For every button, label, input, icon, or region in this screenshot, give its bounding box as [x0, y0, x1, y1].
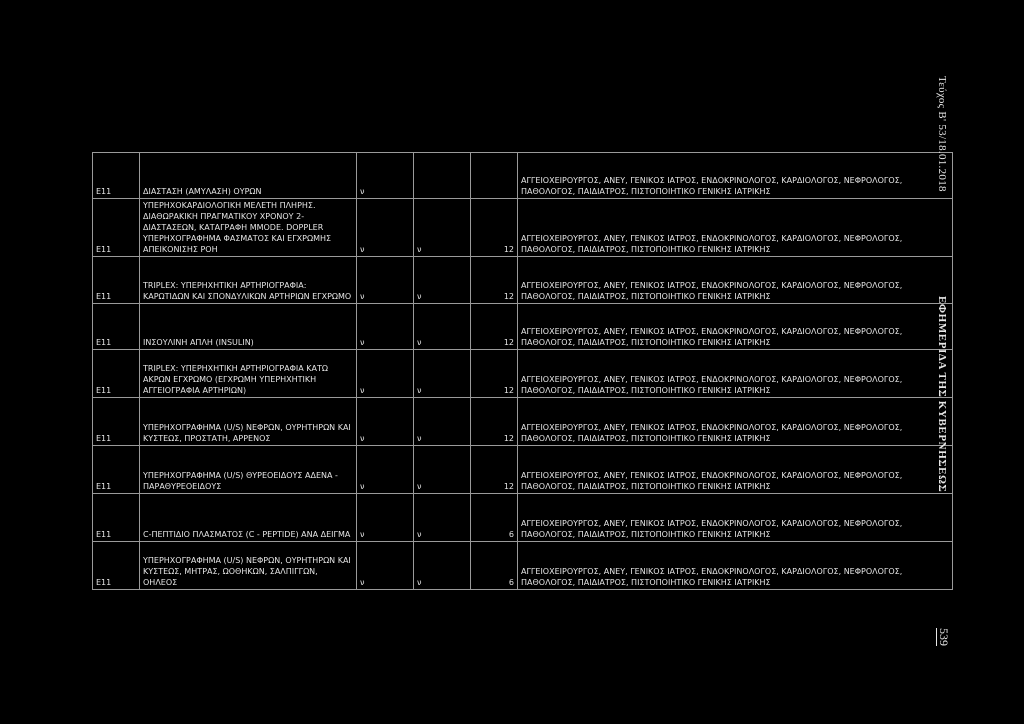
count-cell: 12	[471, 304, 518, 350]
flag-cell-2: ν	[414, 304, 471, 350]
specialties-cell: ΑΓΓΕΙΟΧΕΙΡΟΥΡΓΟΣ, ΑΝΕΥ, ΓΕΝΙΚΟΣ ΙΑΤΡΟΣ, ΕΝΔΟΚΡΙΝΟΛΟΓΟΣ, ΚΑΡΔΙΟΛΟΓΟΣ, ΝΕΦΡΟΛΟΓΟΣ, ΠΑΘΟΛΟΓΟΣ, ΠΑΙΔΙΑΤΡΟΣ, ΠΙΣΤΟΠΟΙΗΤΙΚΟ ΓΕΝΙΚΗΣ ΙΑΤΡΙΚΗΣ	[518, 494, 953, 542]
flag-cell-2: ν	[414, 542, 471, 590]
table-row	[93, 446, 953, 494]
table-row	[93, 304, 953, 350]
specialties-cell: ΑΓΓΕΙΟΧΕΙΡΟΥΡΓΟΣ, ΑΝΕΥ, ΓΕΝΙΚΟΣ ΙΑΤΡΟΣ, ΕΝΔΟΚΡΙΝΟΛΟΓΟΣ, ΚΑΡΔΙΟΛΟΓΟΣ, ΝΕΦΡΟΛΟΓΟΣ, ΠΑΘΟΛΟΓΟΣ, ΠΑΙΔΙΑΤΡΟΣ, ΠΙΣΤΟΠΟΙΗΤΙΚΟ ΓΕΝΙΚΗΣ ΙΑΤΡΙΚΗΣ	[518, 446, 953, 494]
code-cell: Ε11	[93, 398, 140, 446]
specialties-cell: ΑΓΓΕΙΟΧΕΙΡΟΥΡΓΟΣ, ΑΝΕΥ, ΓΕΝΙΚΟΣ ΙΑΤΡΟΣ, ΕΝΔΟΚΡΙΝΟΛΟΓΟΣ, ΚΑΡΔΙΟΛΟΓΟΣ, ΝΕΦΡΟΛΟΓΟΣ, ΠΑΘΟΛΟΓΟΣ, ΠΑΙΔΙΑΤΡΟΣ, ΠΙΣΤΟΠΟΙΗΤΙΚΟ ΓΕΝΙΚΗΣ ΙΑΤΡΙΚΗΣ	[518, 350, 953, 398]
description-cell: ΥΠΕΡΗΧΟΓΡΑΦΗΜΑ (U/S) ΝΕΦΡΩΝ, ΟΥΡΗΤΗΡΩΝ ΚΑΙ ΚΥΣΤΕΩΣ, ΠΡΟΣΤΑΤΗ, ΑΡΡΕΝΟΣ	[140, 398, 357, 446]
flag-cell-1: ν	[357, 153, 414, 199]
specialties-cell: ΑΓΓΕΙΟΧΕΙΡΟΥΡΓΟΣ, ΑΝΕΥ, ΓΕΝΙΚΟΣ ΙΑΤΡΟΣ, ΕΝΔΟΚΡΙΝΟΛΟΓΟΣ, ΚΑΡΔΙΟΛΟΓΟΣ, ΝΕΦΡΟΛΟΓΟΣ, ΠΑΘΟΛΟΓΟΣ, ΠΑΙΔΙΑΤΡΟΣ, ΠΙΣΤΟΠΟΙΗΤΙΚΟ ΓΕΝΙΚΗΣ ΙΑΤΡΙΚΗΣ	[518, 398, 953, 446]
code-cell: Ε11	[93, 446, 140, 494]
code-cell: Ε11	[93, 304, 140, 350]
count-cell: 12	[471, 257, 518, 304]
specialties-cell: ΑΓΓΕΙΟΧΕΙΡΟΥΡΓΟΣ, ΑΝΕΥ, ΓΕΝΙΚΟΣ ΙΑΤΡΟΣ, ΕΝΔΟΚΡΙΝΟΛΟΓΟΣ, ΚΑΡΔΙΟΛΟΓΟΣ, ΝΕΦΡΟΛΟΓΟΣ, ΠΑΘΟΛΟΓΟΣ, ΠΑΙΔΙΑΤΡΟΣ, ΠΙΣΤΟΠΟΙΗΤΙΚΟ ΓΕΝΙΚΗΣ ΙΑΤΡΙΚΗΣ	[518, 304, 953, 350]
flag-cell-1: ν	[357, 446, 414, 494]
code-cell: Ε11	[93, 494, 140, 542]
flag-cell-1: ν	[357, 398, 414, 446]
code-cell: Ε11	[93, 199, 140, 257]
count-cell: 12	[471, 350, 518, 398]
code-cell: Ε11	[93, 257, 140, 304]
flag-cell-1: ν	[357, 350, 414, 398]
flag-cell-2: ν	[414, 398, 471, 446]
exam-table	[92, 152, 953, 590]
flag-cell-2: ν	[414, 350, 471, 398]
table-row	[93, 199, 953, 257]
description-cell: TRIPLEX: ΥΠΕΡΗΧΗΤΙΚΗ ΑΡΤΗΡΙΟΓΡΑΦΙΑ: ΚΑΡΩΤΙΔΩΝ ΚΑΙ ΣΠΟΝΔΥΛΙΚΩΝ ΑΡΤΗΡΙΩΝ ΕΓΧΡΩΜΟ	[140, 257, 357, 304]
description-cell: ΥΠΕΡΗΧΟΓΡΑΦΗΜΑ (U/S) ΘΥΡΕΟΕΙΔΟΥΣ ΑΔΕΝΑ - ΠΑΡΑΘΥΡΕΟΕΙΔΟΥΣ	[140, 446, 357, 494]
flag-cell-1: ν	[357, 199, 414, 257]
code-cell: Ε11	[93, 350, 140, 398]
specialties-cell: ΑΓΓΕΙΟΧΕΙΡΟΥΡΓΟΣ, ΑΝΕΥ, ΓΕΝΙΚΟΣ ΙΑΤΡΟΣ, ΕΝΔΟΚΡΙΝΟΛΟΓΟΣ, ΚΑΡΔΙΟΛΟΓΟΣ, ΝΕΦΡΟΛΟΓΟΣ, ΠΑΘΟΛΟΓΟΣ, ΠΑΙΔΙΑΤΡΟΣ, ΠΙΣΤΟΠΟΙΗΤΙΚΟ ΓΕΝΙΚΗΣ ΙΑΤΡΙΚΗΣ	[518, 153, 953, 199]
gazette-title: ΕΦΗΜΕΡΙΔΑ ΤΗΣ ΚΥΒΕΡΝΗΣΕΩΣ	[936, 296, 948, 493]
table-row	[93, 350, 953, 398]
description-cell: ΙΝΣΟΥΛΙΝΗ ΑΠΛΗ (INSULIN)	[140, 304, 357, 350]
flag-cell-1: ν	[357, 257, 414, 304]
table-row	[93, 257, 953, 304]
page-number: 539	[937, 628, 951, 646]
description-cell: ΥΠΕΡΗΧΟΓΡΑΦΗΜΑ (U/S) ΝΕΦΡΩΝ, ΟΥΡΗΤΗΡΩΝ ΚΑΙ ΚΥΣΤΕΩΣ, ΜΗΤΡΑΣ, ΩΟΘΗΚΩΝ, ΣΑΛΠΙΓΓΩΝ, ΟΗΛΕΟΣ	[140, 542, 357, 590]
count-cell	[471, 153, 518, 199]
count-cell: 12	[471, 446, 518, 494]
specialties-cell: ΑΓΓΕΙΟΧΕΙΡΟΥΡΓΟΣ, ΑΝΕΥ, ΓΕΝΙΚΟΣ ΙΑΤΡΟΣ, ΕΝΔΟΚΡΙΝΟΛΟΓΟΣ, ΚΑΡΔΙΟΛΟΓΟΣ, ΝΕΦΡΟΛΟΓΟΣ, ΠΑΘΟΛΟΓΟΣ, ΠΑΙΔΙΑΤΡΟΣ, ΠΙΣΤΟΠΟΙΗΤΙΚΟ ΓΕΝΙΚΗΣ ΙΑΤΡΙΚΗΣ	[518, 257, 953, 304]
specialties-cell: ΑΓΓΕΙΟΧΕΙΡΟΥΡΓΟΣ, ΑΝΕΥ, ΓΕΝΙΚΟΣ ΙΑΤΡΟΣ, ΕΝΔΟΚΡΙΝΟΛΟΓΟΣ, ΚΑΡΔΙΟΛΟΓΟΣ, ΝΕΦΡΟΛΟΓΟΣ, ΠΑΘΟΛΟΓΟΣ, ΠΑΙΔΙΑΤΡΟΣ, ΠΙΣΤΟΠΟΙΗΤΙΚΟ ΓΕΝΙΚΗΣ ΙΑΤΡΙΚΗΣ	[518, 199, 953, 257]
flag-cell-2: ν	[414, 494, 471, 542]
count-cell: 12	[471, 398, 518, 446]
flag-cell-2: ν	[414, 199, 471, 257]
table-row	[93, 153, 953, 199]
description-cell: TRIPLEX: ΥΠΕΡΗΧΗΤΙΚΗ ΑΡΤΗΡΙΟΓΡΑΦΙΑ ΚΑΤΩ ΑΚΡΩΝ ΕΓΧΡΩΜΟ (ΕΓΧΡΩΜΗ ΥΠΕΡΗΧΗΤΙΚΗ ΑΓΓΕΙΟΓΡΑΦΙΑ ΑΡΤΗΡΙΩΝ)	[140, 350, 357, 398]
code-cell: Ε11	[93, 542, 140, 590]
description-cell: ΥΠΕΡΗΧΟΚΑΡΔΙΟΛΟΓΙΚΗ ΜΕΛΕΤΗ ΠΛΗΡΗΣ. ΔΙΑΘΩΡΑΚΙΚΗ ΠΡΑΓΜΑΤΙΚΟΥ ΧΡΟΝΟΥ 2-ΔΙΑΣΤΑΣΕΩΝ, ΚΑΤΑΓΡΑΦΗ MMODE. DOPPLER ΥΠΕΡΗΧΟΓΡΑΦΗΜΑ ΦΑΣΜΑΤΟΣ ΚΑΙ ΕΓΧΡΩΜΗΣ ΑΠΕΙΚΟΝΙΣΗΣ ΡΟΗ	[140, 199, 357, 257]
issue-label: Τεύχος Β' 53/18.01.2018	[936, 76, 948, 192]
flag-cell-2: ν	[414, 446, 471, 494]
count-cell: 12	[471, 199, 518, 257]
description-cell: C-ΠΕΠΤΙΔΙΟ ΠΛΑΣΜΑΤΟΣ (C - PEPTIDE) ΑΝΑ ΔΕΙΓΜΑ	[140, 494, 357, 542]
flag-cell-1: ν	[357, 494, 414, 542]
code-cell: Ε11	[93, 153, 140, 199]
table-row	[93, 494, 953, 542]
flag-cell-1: ν	[357, 542, 414, 590]
flag-cell-1: ν	[357, 304, 414, 350]
count-cell: 6	[471, 494, 518, 542]
flag-cell-2: ν	[414, 257, 471, 304]
flag-cell-2	[414, 153, 471, 199]
table-row	[93, 398, 953, 446]
description-cell: ΔΙΑΣΤΑΣΗ (ΑΜΥΛΑΣΗ) ΟΥΡΩΝ	[140, 153, 357, 199]
specialties-cell: ΑΓΓΕΙΟΧΕΙΡΟΥΡΓΟΣ, ΑΝΕΥ, ΓΕΝΙΚΟΣ ΙΑΤΡΟΣ, ΕΝΔΟΚΡΙΝΟΛΟΓΟΣ, ΚΑΡΔΙΟΛΟΓΟΣ, ΝΕΦΡΟΛΟΓΟΣ, ΠΑΘΟΛΟΓΟΣ, ΠΑΙΔΙΑΤΡΟΣ, ΠΙΣΤΟΠΟΙΗΤΙΚΟ ΓΕΝΙΚΗΣ ΙΑΤΡΙΚΗΣ	[518, 542, 953, 590]
table-row	[93, 542, 953, 590]
count-cell: 6	[471, 542, 518, 590]
